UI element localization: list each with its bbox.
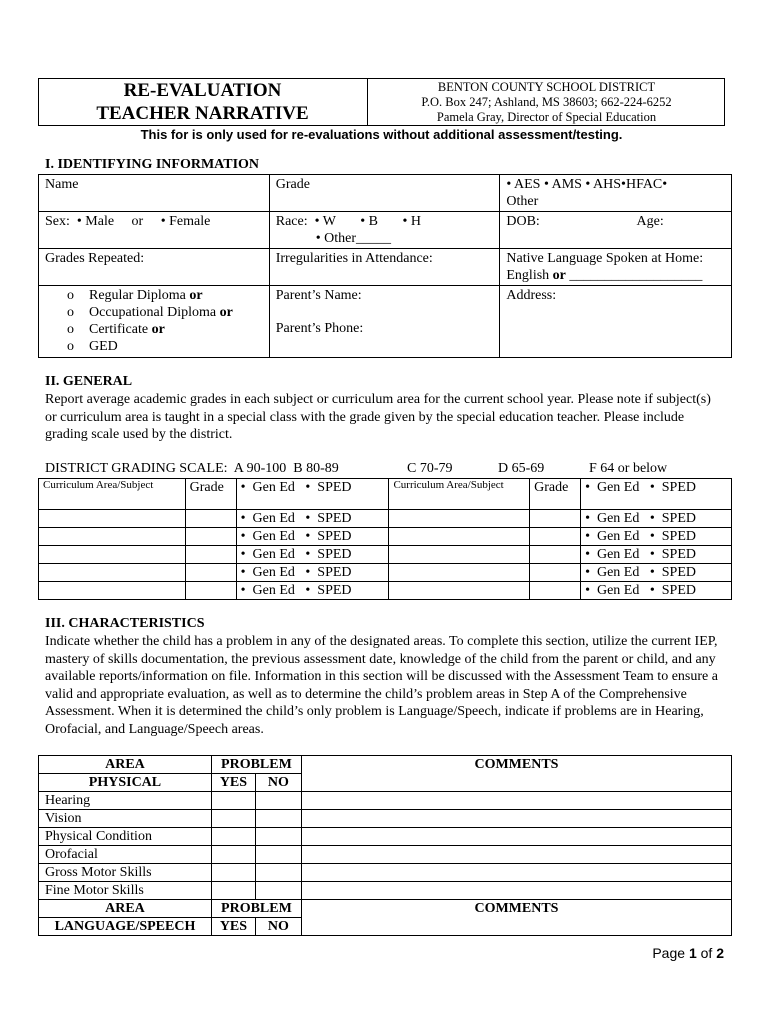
no-header: NO bbox=[255, 918, 301, 936]
area-label: Fine Motor Skills bbox=[39, 882, 212, 900]
yes-cell[interactable] bbox=[211, 864, 255, 882]
grade-cell[interactable] bbox=[530, 564, 581, 582]
district-info bbox=[368, 78, 725, 128]
table-row bbox=[39, 828, 732, 846]
gen-sped-cell[interactable]: • Gen Ed • SPED bbox=[581, 510, 732, 528]
area-label: Orofacial bbox=[39, 846, 212, 864]
table-row bbox=[39, 864, 732, 882]
grade-cell[interactable] bbox=[185, 510, 236, 528]
grades-repeated-field[interactable]: Grades Repeated: bbox=[39, 249, 270, 286]
area-label: Gross Motor Skills bbox=[39, 864, 212, 882]
grading-scale-c: C 70-79 bbox=[407, 461, 453, 476]
section2-paragraph: Report average academic grades in each subject or curriculum area for the current school year. Please note if subject(s) or curriculum area is taught in a special class with the grade given by the special education teacher. Please include grading scale used by the district. bbox=[45, 392, 711, 442]
diploma-option[interactable]: o Certificate or bbox=[67, 322, 165, 337]
grade-header: Grade bbox=[185, 479, 236, 510]
gen-sped-cell[interactable]: • Gen Ed • SPED bbox=[236, 546, 389, 564]
diploma-option[interactable]: o Regular Diploma or bbox=[67, 288, 203, 303]
grade-cell[interactable] bbox=[185, 546, 236, 564]
form-note: This for is only used for re-evaluations without additional assessment/testing. bbox=[140, 127, 623, 142]
district-name: BENTON COUNTY SCHOOL DISTRICT bbox=[437, 80, 656, 94]
comments-cell[interactable] bbox=[301, 846, 731, 864]
gen-sped-cell[interactable]: • Gen Ed • SPED bbox=[581, 546, 732, 564]
no-cell[interactable] bbox=[255, 864, 301, 882]
grades-table bbox=[38, 478, 732, 600]
subject-cell[interactable] bbox=[39, 528, 186, 546]
district-address: P.O. Box 247; Ashland, MS 38603; 662-224-6252 bbox=[421, 95, 672, 109]
dob-age-field[interactable]: DOB: Age: bbox=[500, 212, 732, 249]
native-language-field[interactable]: Native Language Spoken at Home: English or ___________________ bbox=[500, 249, 732, 286]
table-row bbox=[39, 882, 732, 900]
yes-header: YES bbox=[211, 774, 255, 792]
area-header: AREA bbox=[39, 900, 212, 918]
comments-cell[interactable] bbox=[301, 828, 731, 846]
section1-heading: I. IDENTIFYING INFORMATION bbox=[45, 157, 260, 172]
gen-sped-cell[interactable]: • Gen Ed • SPED bbox=[581, 564, 732, 582]
subject-cell[interactable] bbox=[39, 564, 186, 582]
physical-header: PHYSICAL bbox=[39, 774, 212, 792]
comments-cell[interactable] bbox=[301, 810, 731, 828]
subject-header: Curriculum Area/Subject bbox=[39, 479, 186, 510]
grade-cell[interactable] bbox=[530, 582, 581, 600]
subject-cell[interactable] bbox=[389, 582, 530, 600]
grade-cell[interactable] bbox=[530, 546, 581, 564]
subject-cell[interactable] bbox=[39, 582, 186, 600]
table-row bbox=[39, 846, 732, 864]
gen-sped-cell[interactable]: • Gen Ed • SPED bbox=[236, 582, 389, 600]
grade-cell[interactable] bbox=[530, 528, 581, 546]
comments-cell[interactable] bbox=[301, 864, 731, 882]
language-speech-header: LANGUAGE/SPEECH bbox=[39, 918, 212, 936]
table-row bbox=[39, 810, 732, 828]
problem-header: PROBLEM bbox=[211, 900, 301, 918]
diploma-option[interactable]: o GED bbox=[67, 339, 118, 354]
comments-header: COMMENTS bbox=[301, 756, 731, 792]
no-header: NO bbox=[255, 774, 301, 792]
yes-cell[interactable] bbox=[211, 792, 255, 810]
yes-cell[interactable] bbox=[211, 846, 255, 864]
area-label: Hearing bbox=[39, 792, 212, 810]
subject-header: Curriculum Area/Subject bbox=[389, 479, 530, 510]
yes-cell[interactable] bbox=[211, 828, 255, 846]
grade-cell[interactable] bbox=[530, 510, 581, 528]
grade-field[interactable]: Grade bbox=[269, 175, 500, 212]
address-field[interactable]: Address: bbox=[500, 286, 732, 358]
attendance-field[interactable]: Irregularities in Attendance: bbox=[269, 249, 500, 286]
comments-header: COMMENTS bbox=[301, 900, 731, 936]
gen-sped-cell[interactable]: • Gen Ed • SPED bbox=[581, 528, 732, 546]
yes-cell[interactable] bbox=[211, 882, 255, 900]
district-director: Pamela Gray, Director of Special Education bbox=[436, 110, 657, 124]
subject-cell[interactable] bbox=[389, 528, 530, 546]
diploma-option[interactable]: o Occupational Diploma or bbox=[67, 305, 233, 320]
page-number: Page 1 of 2 bbox=[652, 945, 724, 961]
grading-scale-f: F 64 or below bbox=[589, 461, 668, 476]
parent-field[interactable]: Parent’s Name: Parent’s Phone: bbox=[269, 286, 500, 358]
grading-scale-label: DISTRICT GRADING SCALE: A 90-100 B 80-89 bbox=[45, 461, 339, 476]
section3-heading: III. CHARACTERISTICS bbox=[45, 616, 205, 631]
no-cell[interactable] bbox=[255, 882, 301, 900]
grade-cell[interactable] bbox=[185, 564, 236, 582]
name-field[interactable]: Name bbox=[39, 175, 270, 212]
table-row bbox=[39, 510, 732, 528]
section3-paragraph: Indicate whether the child has a problem in any of the designated areas. To complete this section, utilize the current IEP, mastery of skills documentation, the previous assessment date, knowledge of the child from the parent or child, and any available reports/information on file. Information in this section will be discussed with the Assessment Team to ensure a valid and appropriate evaluation, as well as to determine the child’s problem areas in Step A of the Comprehensive Assessment. When it is determined the child’s only problem is Language/Speech, indicate if problems are in Hearing, Orofacial, and Language/Speech areas. bbox=[45, 634, 718, 737]
sex-field[interactable]: Sex: • Male or • Female bbox=[39, 212, 270, 249]
gen-sped-header: • Gen Ed • SPED bbox=[581, 479, 732, 510]
subject-cell[interactable] bbox=[389, 510, 530, 528]
area-header: AREA bbox=[39, 756, 212, 774]
school-field[interactable]: • AES • AMS • AHS•HFAC• Other bbox=[500, 175, 732, 212]
area-label: Physical Condition bbox=[39, 828, 212, 846]
no-cell[interactable] bbox=[255, 810, 301, 828]
subject-cell[interactable] bbox=[389, 546, 530, 564]
identifying-info-table bbox=[38, 174, 732, 358]
grade-cell[interactable] bbox=[185, 582, 236, 600]
gen-sped-cell[interactable]: • Gen Ed • SPED bbox=[236, 510, 389, 528]
no-cell[interactable] bbox=[255, 828, 301, 846]
gen-sped-header: • Gen Ed • SPED bbox=[236, 479, 389, 510]
diploma-options[interactable] bbox=[39, 286, 270, 358]
grade-cell[interactable] bbox=[185, 528, 236, 546]
subject-cell[interactable] bbox=[389, 564, 530, 582]
race-field[interactable]: Race: • W • B • H • Other_____ bbox=[269, 212, 500, 249]
gen-sped-cell[interactable]: • Gen Ed • SPED bbox=[581, 582, 732, 600]
subject-cell[interactable] bbox=[39, 510, 186, 528]
section2-heading: II. GENERAL bbox=[45, 374, 133, 389]
yes-cell[interactable] bbox=[211, 810, 255, 828]
no-cell[interactable] bbox=[255, 792, 301, 810]
gen-sped-cell[interactable]: • Gen Ed • SPED bbox=[236, 528, 389, 546]
problem-header: PROBLEM bbox=[211, 756, 301, 774]
area-label: Vision bbox=[39, 810, 212, 828]
gen-sped-cell[interactable]: • Gen Ed • SPED bbox=[236, 564, 389, 582]
comments-cell[interactable] bbox=[301, 792, 731, 810]
table-row bbox=[39, 546, 732, 564]
form-title: RE-EVALUATION TEACHER NARRATIVE bbox=[38, 78, 368, 126]
subject-cell[interactable] bbox=[39, 546, 186, 564]
characteristics-table bbox=[38, 755, 732, 936]
no-cell[interactable] bbox=[255, 846, 301, 864]
table-row bbox=[39, 582, 732, 600]
table-row bbox=[39, 528, 732, 546]
yes-header: YES bbox=[211, 918, 255, 936]
grading-scale-d: D 65-69 bbox=[498, 461, 545, 476]
comments-cell[interactable] bbox=[301, 882, 731, 900]
grade-header: Grade bbox=[530, 479, 581, 510]
table-row bbox=[39, 564, 732, 582]
table-row bbox=[39, 792, 732, 810]
